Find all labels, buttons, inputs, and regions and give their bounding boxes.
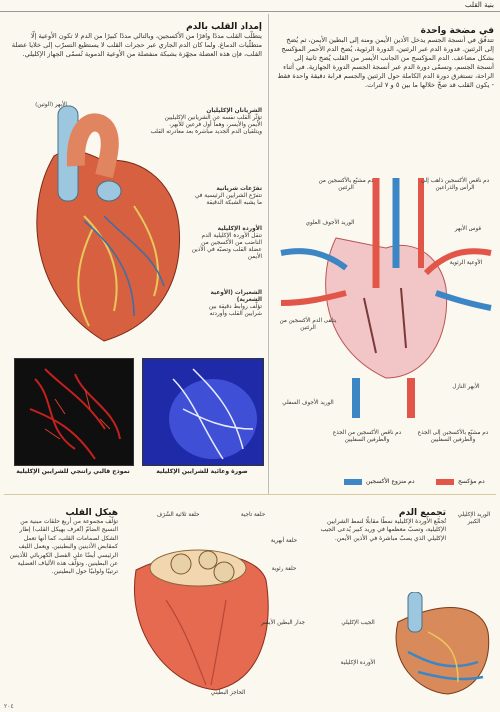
- label-small-veins: الأوردة الإكليلية: [340, 660, 376, 666]
- label-arterial-network-note: تتفرّع الشرايين الرئيسية في ما يشبه الشبكة الدقيقة: [194, 193, 262, 206]
- section-divider: [4, 494, 496, 495]
- angiogram-image: [143, 359, 263, 465]
- legend-oxygenated-swatch: [436, 479, 454, 485]
- label-septum: الحاجز البطيني: [210, 690, 246, 696]
- label-coronary-veins: الأوردة الإكليلية: [217, 226, 262, 232]
- legend-deoxygenated-swatch: [344, 479, 362, 485]
- section-veins-body: تُجمِّع الأوردة الإكليلية نمطًا مقابلًا لنمط الشرايين الإكليلية، وتصبّ معظمها في وريد كبير يُدعى الجيب الإكليلي الذي يصبّ مباشرة في الأذين الأيمن.: [320, 518, 446, 542]
- photo-angiogram: [142, 358, 264, 466]
- heart-veins-illustration: [388, 592, 494, 696]
- photo-resin-cast: [14, 358, 134, 466]
- label-capillaries-block: [190, 290, 262, 318]
- label-aortic-ring: حلقة أبهرية: [270, 538, 298, 544]
- label-bottom-right: دم مشبّع بالأكسجين إلى الجذع والطرفين السفليين: [417, 430, 489, 443]
- legend-oxygenated: [436, 478, 485, 485]
- label-to-lungs: يتلقى الدم الأكسجين من الرئتين: [279, 318, 337, 331]
- label-coronary-arteries-note: تؤثّر القلب نفسه عن الشريانين الإكليليين الأيمن والأيسر، وهما أول فرعين للأبهر، ويتلقيان الدم الجديد مباشرة بعد مغادرته القلب: [150, 115, 262, 135]
- section-circulation-body: تتدفّق في أنسجة الجسم يدخل الأذين الأيمن ومنه إلى البطين الأيمن، ثم يُضخ إلى الرئتين. فدورة الدم عبر الرئتين، الدورة الرئوية، يُضخ الدم الأحمر المؤكسج بشكل مضاعف. الدم المؤكسج من الجانب الأيسر من القلب يُضخ ثانية إلى أنسجة الجسم، وتسمّى دورة الدم عبر أنسجة الجسم الدورة الجهازية. في أثناء الراحة، تستغرق دورة الدم الكاملة حول الرئتين والجسم قرابة دقيقة واحدة فقط - يكون القلب قد ضخّ خلالها ما بين ٥ و ٧ لترات.: [277, 36, 494, 89]
- label-coronary-veins-block: [190, 226, 262, 261]
- label-arterial-network: تفرّعات شريانية: [216, 186, 262, 192]
- column-divider: [268, 14, 269, 494]
- label-top-right: دم ناقص الأكسجين ذاهب إلى الرأس والذراعين: [420, 178, 490, 191]
- label-capillaries: الشعيرات (الأوعية الشعرية): [210, 290, 262, 303]
- label-top-left: دم مشبّع بالأكسجين من الرئتين: [318, 178, 374, 191]
- running-head: بنية القلب: [0, 0, 500, 12]
- section-veins: [306, 508, 446, 543]
- label-coronary-veins-note: تنقل الأوردة الإكليلية الدم الناضب من الأكسجين من عضلة القلب وتصبّه في الأذين الأيمن: [191, 233, 262, 260]
- label-coronary-arteries-block: [150, 108, 262, 136]
- section-coronary-body: يتطلّب القلب مددًا وافرًا من الأكسجين، وبالتالي مددًا كبيرًا من الدم لا تكون الأوعية إلّا متطلّبات الدماغ. ولما كان الدم الجاري عبر حجرات القلب لا يستطيع التسرّب إلى خلايا عضلة القلب، فإن هذه العضلة مجهّزة بشبكة منفصلة من الأوعية الدموية تُسمّى الجهاز الإكليلي.: [11, 32, 262, 58]
- section-skeleton-body: تؤلّف مجموعة من أربع حلقات مبنية من النسيج الضامّ (تُعرف بهيكل القلب) إطار الشكل لصمامات القلب، كما أنها تعمل كمقابض الأذينين والبطينين. ويعمل الليف الرئيسي أيضًا على الفصل الكهربائي للأذينين عن البطينين. وتؤلّف هذه الألياف العضلية ترتيبًا ولولبيًا حول البطينين.: [9, 518, 118, 576]
- section-skeleton-title: هيكل القلب: [65, 508, 118, 518]
- label-aortic-arch: قوس الأبهر: [454, 226, 482, 232]
- section-skeleton: [8, 508, 118, 577]
- label-pulmonary: الأوعية الرئوية: [449, 260, 483, 266]
- label-sinus: الجيب الإكليلي: [341, 620, 375, 626]
- label-ventricle-wall: جدار البطين الأيسر: [260, 620, 306, 626]
- section-coronary-title: إمداد القلب بالدم: [186, 22, 262, 32]
- caption-resin-cast: نموذج قالبي راتنجي للشرايين الإكليلية: [16, 468, 130, 475]
- label-arterial-network-block: [190, 186, 262, 207]
- label-descending-aorta: الأبهر النازل: [452, 384, 480, 390]
- page-number: ٢٠٤: [4, 703, 14, 710]
- label-tricuspid-ring: حلقة ثلاثية الشُرَف: [156, 512, 200, 518]
- resin-cast-image: [15, 359, 133, 465]
- caption-angiogram: صورة وعائية للشرايين الإكليلية: [156, 468, 248, 475]
- label-great-vein: الوريد الإكليلي الكبير: [457, 512, 491, 525]
- legend-oxygenated-label: دم مؤكسج: [458, 478, 485, 485]
- section-coronary-supply: [10, 22, 262, 59]
- label-coronary-arteries: الشريانان الإكليليان: [206, 108, 262, 114]
- label-pulmonary-ring: حلقة رئوية: [271, 566, 297, 572]
- heart-skeleton-illustration: [126, 520, 276, 696]
- legend-deoxygenated: [344, 478, 415, 485]
- section-circulation: [276, 26, 494, 90]
- label-ivc: الوريد الأجوف السفلي: [282, 400, 334, 406]
- label-bottom-left: دم ناقص الأكسجين من الجذع والطرفين السفليين: [332, 430, 402, 443]
- section-veins-title: تجميع الدم: [398, 508, 446, 518]
- section-circulation-title: في مضخة واحدة: [420, 26, 494, 36]
- label-mitral-ring: حلقة تاجية: [240, 512, 266, 518]
- label-capillaries-note: تؤلّف روابط دقيقة بين شرايين القلب وأوردته: [208, 304, 262, 317]
- label-svc: الوريد الأجوف العلوي: [305, 220, 355, 226]
- legend-deoxygenated-label: دم منزوع الأكسجين: [366, 478, 415, 485]
- label-aorta: الأبهر (الوتين): [35, 102, 67, 108]
